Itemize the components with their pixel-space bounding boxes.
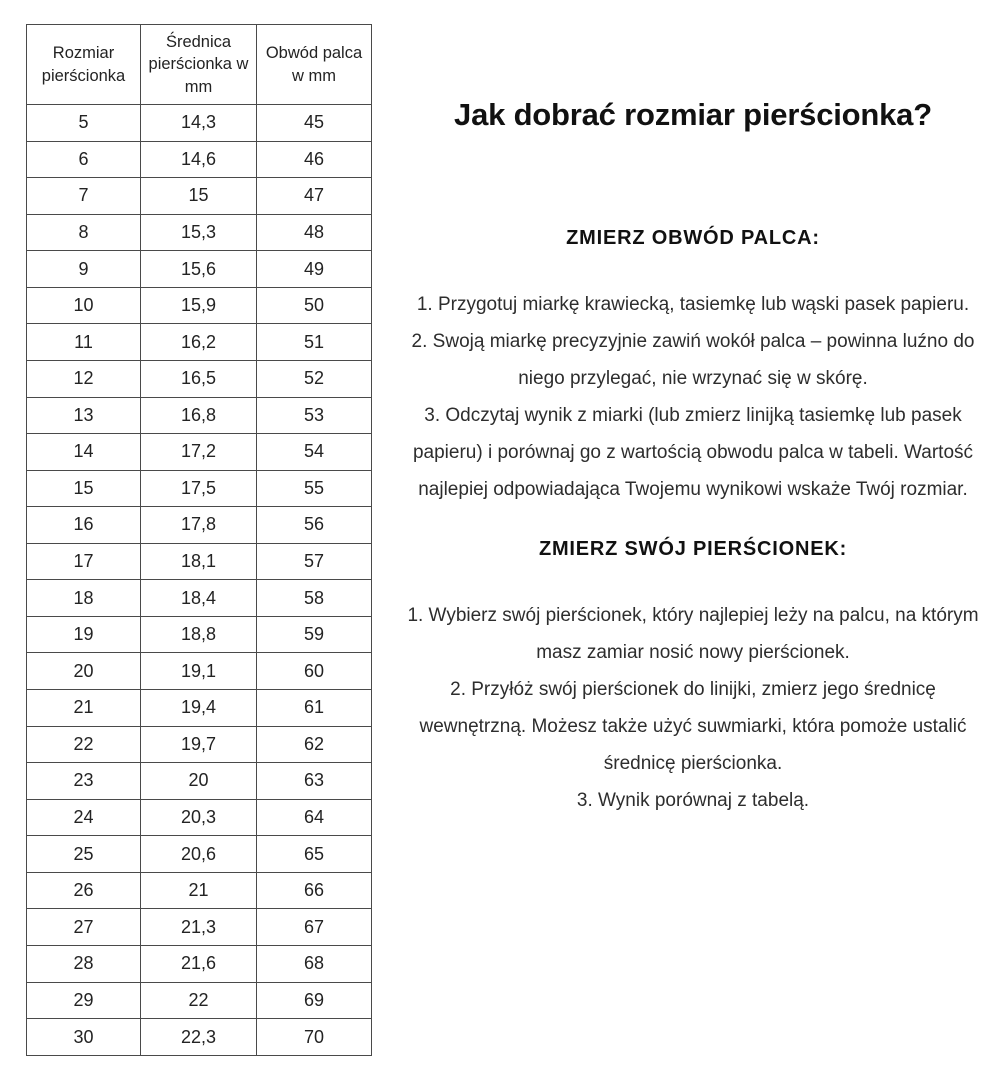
instructions-column bbox=[398, 0, 988, 819]
table-row bbox=[27, 690, 372, 727]
table-cell: 23 bbox=[27, 763, 141, 800]
table-cell: 20,3 bbox=[141, 799, 257, 836]
table-cell: 18,1 bbox=[141, 543, 257, 580]
table-cell: 58 bbox=[257, 580, 372, 617]
table-cell: 18,4 bbox=[141, 580, 257, 617]
table-row bbox=[27, 945, 372, 982]
table-cell: 15,6 bbox=[141, 251, 257, 288]
column-header: Rozmiar pierścionka bbox=[27, 25, 141, 105]
section-heading: ZMIERZ OBWÓD PALCA: bbox=[566, 227, 820, 249]
table-cell: 70 bbox=[257, 1019, 372, 1056]
table-cell: 67 bbox=[257, 909, 372, 946]
table-cell: 68 bbox=[257, 945, 372, 982]
column-header: Obwód palca w mm bbox=[257, 25, 372, 105]
table-cell: 8 bbox=[27, 214, 141, 251]
table-cell: 21 bbox=[141, 872, 257, 909]
table-cell: 14,6 bbox=[141, 141, 257, 178]
table-row bbox=[27, 214, 372, 251]
table-row bbox=[27, 909, 372, 946]
table-cell: 45 bbox=[257, 105, 372, 142]
table-cell: 57 bbox=[257, 543, 372, 580]
table-row bbox=[27, 287, 372, 324]
table-cell: 17 bbox=[27, 543, 141, 580]
table-row bbox=[27, 763, 372, 800]
table-row bbox=[27, 397, 372, 434]
page-title: Jak dobrać rozmiar pierścionka? bbox=[454, 97, 932, 132]
table-cell: 66 bbox=[257, 872, 372, 909]
table-row bbox=[27, 251, 372, 288]
table-row bbox=[27, 799, 372, 836]
table-cell: 52 bbox=[257, 360, 372, 397]
table-cell: 59 bbox=[257, 616, 372, 653]
table-cell: 69 bbox=[257, 982, 372, 1019]
table-cell: 16,8 bbox=[141, 397, 257, 434]
table-cell: 48 bbox=[257, 214, 372, 251]
table-cell: 26 bbox=[27, 872, 141, 909]
section-items bbox=[398, 286, 988, 508]
table-cell: 49 bbox=[257, 251, 372, 288]
table-cell: 19,1 bbox=[141, 653, 257, 690]
table-cell: 61 bbox=[257, 690, 372, 727]
table-row bbox=[27, 653, 372, 690]
table-cell: 19,7 bbox=[141, 726, 257, 763]
table-cell: 15,3 bbox=[141, 214, 257, 251]
table-cell: 17,2 bbox=[141, 434, 257, 471]
instruction-step: 3. Odczytaj wynik z miarki (lub zmierz linijką tasiemkę lub pasek papieru) i porównaj go z wartością obwodu palca w tabeli. Wartość najlepiej odpowiadająca Twojemu wynikowi wskaże Twój rozmiar. bbox=[412, 405, 974, 500]
table-row bbox=[27, 178, 372, 215]
table-cell: 20 bbox=[27, 653, 141, 690]
table-row bbox=[27, 872, 372, 909]
instruction-sections bbox=[398, 227, 988, 819]
table-cell: 27 bbox=[27, 909, 141, 946]
table-cell: 62 bbox=[257, 726, 372, 763]
size-table-body bbox=[27, 105, 372, 1056]
table-cell: 20 bbox=[141, 763, 257, 800]
column-header: Średnica pierścionka w mm bbox=[141, 25, 257, 105]
size-table-header bbox=[27, 25, 372, 105]
size-table-header-row bbox=[27, 25, 372, 105]
table-cell: 46 bbox=[257, 141, 372, 178]
table-cell: 15,9 bbox=[141, 287, 257, 324]
table-cell: 10 bbox=[27, 287, 141, 324]
table-cell: 54 bbox=[257, 434, 372, 471]
table-cell: 12 bbox=[27, 360, 141, 397]
table-cell: 21,3 bbox=[141, 909, 257, 946]
table-cell: 11 bbox=[27, 324, 141, 361]
table-cell: 20,6 bbox=[141, 836, 257, 873]
table-row bbox=[27, 507, 372, 544]
table-cell: 47 bbox=[257, 178, 372, 215]
table-row bbox=[27, 360, 372, 397]
table-cell: 13 bbox=[27, 397, 141, 434]
table-cell: 65 bbox=[257, 836, 372, 873]
table-cell: 18 bbox=[27, 580, 141, 617]
table-cell: 17,5 bbox=[141, 470, 257, 507]
instruction-step: 1. Wybierz swój pierścionek, który najlepiej leży na palcu, na którym masz zamiar nosić nowy pierścionek. bbox=[407, 605, 979, 663]
table-cell: 14,3 bbox=[141, 105, 257, 142]
table-cell: 22,3 bbox=[141, 1019, 257, 1056]
table-row bbox=[27, 1019, 372, 1056]
table-row bbox=[27, 543, 372, 580]
table-cell: 15 bbox=[141, 178, 257, 215]
table-cell: 6 bbox=[27, 141, 141, 178]
section-items bbox=[398, 597, 988, 819]
table-cell: 28 bbox=[27, 945, 141, 982]
table-row bbox=[27, 470, 372, 507]
table-cell: 55 bbox=[257, 470, 372, 507]
instruction-step: 1. Przygotuj miarkę krawiecką, tasiemkę lub wąski pasek papieru. bbox=[416, 294, 970, 315]
table-row bbox=[27, 105, 372, 142]
table-cell: 18,8 bbox=[141, 616, 257, 653]
table-cell: 16,5 bbox=[141, 360, 257, 397]
instruction-step: 3. Wynik porównaj z tabelą. bbox=[576, 790, 810, 811]
table-cell: 9 bbox=[27, 251, 141, 288]
table-cell: 14 bbox=[27, 434, 141, 471]
table-row bbox=[27, 580, 372, 617]
table-row bbox=[27, 836, 372, 873]
table-cell: 25 bbox=[27, 836, 141, 873]
table-row bbox=[27, 726, 372, 763]
table-row bbox=[27, 616, 372, 653]
table-cell: 21,6 bbox=[141, 945, 257, 982]
table-cell: 17,8 bbox=[141, 507, 257, 544]
table-cell: 29 bbox=[27, 982, 141, 1019]
table-cell: 63 bbox=[257, 763, 372, 800]
table-cell: 24 bbox=[27, 799, 141, 836]
table-cell: 56 bbox=[257, 507, 372, 544]
size-table-container bbox=[26, 24, 371, 1056]
table-row bbox=[27, 982, 372, 1019]
table-cell: 16 bbox=[27, 507, 141, 544]
table-cell: 15 bbox=[27, 470, 141, 507]
table-row bbox=[27, 324, 372, 361]
table-cell: 64 bbox=[257, 799, 372, 836]
table-cell: 22 bbox=[141, 982, 257, 1019]
instruction-section bbox=[398, 227, 988, 508]
table-cell: 51 bbox=[257, 324, 372, 361]
table-cell: 60 bbox=[257, 653, 372, 690]
table-cell: 30 bbox=[27, 1019, 141, 1056]
table-cell: 22 bbox=[27, 726, 141, 763]
table-cell: 5 bbox=[27, 105, 141, 142]
instruction-section bbox=[398, 538, 988, 819]
ring-size-table bbox=[26, 24, 372, 1056]
table-cell: 19,4 bbox=[141, 690, 257, 727]
instruction-step: 2. Przyłóż swój pierścionek do linijki, zmierz jego średnicę wewnętrzną. Możesz także użyć suwmiarki, która pomoże ustalić średnicę pierścionka. bbox=[419, 679, 967, 774]
table-cell: 7 bbox=[27, 178, 141, 215]
section-heading: ZMIERZ SWÓJ PIERŚCIONEK: bbox=[538, 538, 848, 560]
table-cell: 21 bbox=[27, 690, 141, 727]
table-cell: 16,2 bbox=[141, 324, 257, 361]
table-cell: 53 bbox=[257, 397, 372, 434]
table-cell: 50 bbox=[257, 287, 372, 324]
instruction-step: 2. Swoją miarkę precyzyjnie zawiń wokół palca – powinna luźno do niego przylegać, nie wrzynać się w skórę. bbox=[411, 331, 975, 389]
table-row bbox=[27, 141, 372, 178]
table-row bbox=[27, 434, 372, 471]
table-cell: 19 bbox=[27, 616, 141, 653]
